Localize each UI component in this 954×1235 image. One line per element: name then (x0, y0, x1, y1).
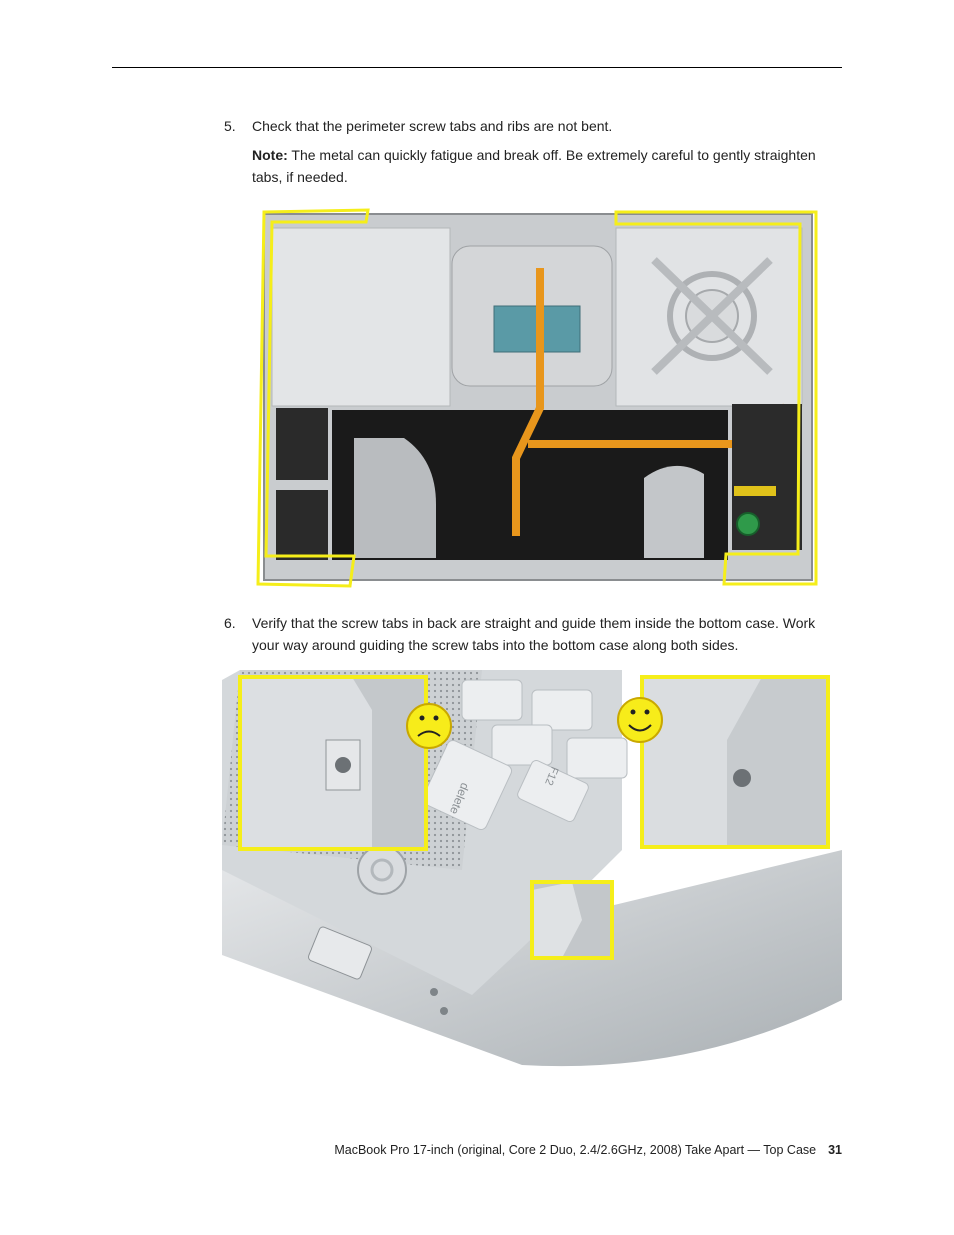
center-inset (532, 882, 612, 958)
step-number: 5. (224, 118, 236, 134)
step-number: 6. (224, 615, 236, 631)
note (252, 144, 837, 188)
sad-face-icon (407, 704, 451, 748)
speaker-pad-lower (276, 490, 328, 560)
footer-title: MacBook Pro 17-inch (original, Core 2 Duo, 2.4/2.6GHz, 2008) Take Apart — Top Case (334, 1143, 817, 1157)
speaker-pad-upper (276, 408, 328, 480)
page-footer (334, 1141, 842, 1159)
left-inset-incorrect (240, 677, 426, 850)
note-text: The metal can quickly fatigue and break off. Be extremely careful to gently straighten tabs, if needed. (252, 147, 816, 185)
delete-key-label: delete (446, 780, 473, 817)
subwoofer (737, 513, 759, 535)
header-rule (112, 67, 842, 68)
top-case-closeup-photo (222, 670, 842, 1075)
note-label: Note: (252, 147, 288, 163)
right-inset-correct (642, 677, 828, 847)
top-case-underside-photo (254, 208, 820, 588)
happy-face-icon (618, 698, 662, 742)
f12-key-label: F12 (542, 764, 561, 787)
power-button (358, 846, 406, 894)
step-text: Check that the perimeter screw tabs and ribs are not bent. (252, 118, 613, 134)
step-text: Verify that the screw tabs in back are straight and guide them inside the bottom case. Work your way around guiding the screw tabs into the bottom case along both sides. (252, 615, 816, 653)
page-number: 31 (828, 1143, 842, 1157)
